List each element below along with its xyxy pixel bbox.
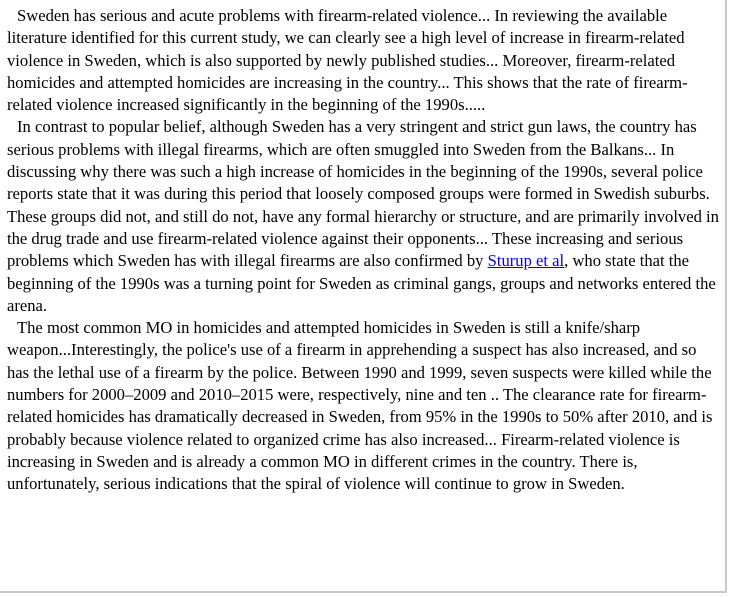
paragraph-1-text: Sweden has serious and acute problems with firearm-related violence... In reviewing the available literature identified for this current study, we can clearly see a high level of increase in firearm-related violence in Sweden, which is also supported by newly published studies... Moreover, firearm-related homicides and attempted homicides are increasing in the country... This shows that the rate of firearm-related violence increased significantly in the beginning of the 1990s..... (7, 6, 688, 115)
citation-link-sturup[interactable]: Sturup et al (487, 251, 565, 271)
paragraph-2-text-start: In contrast to popular belief, although Sweden has a very stringent and strict gun laws, the country has serious problems with illegal firearms, which are often smuggled into Sweden from the Balkans... In discussing why there was such a high increase of homicides in the beginning of the 1990s, several police reports state that it was during this period that loosely composed groups were formed in Swedish suburbs. These groups did not, and still do not, have any formal hierarchy or structure, and are primarily involved in the drug trade and use firearm-related violence against their opponents... These increasing and serious problems which Sweden has with illegal firearms are also confirmed by (7, 117, 719, 271)
paragraph-2 (7, 116, 722, 317)
paragraph-2-text-end: , who state that the beginning of the 1990s was a turning point for Sweden as criminal gangs, groups and networks entered the arena. (7, 251, 716, 315)
paragraph-1 (7, 5, 722, 116)
paragraph-3-text: The most common MO in homicides and attempted homicides in Sweden is still a knife/sharp weapon...Interestingly, the police's use of a firearm in apprehending a suspect has also increased, and so has the lethal use of a firearm by the police. Between 1990 and 1999, seven suspects were killed while the numbers for 2000–2009 and 2010–2015 were, respectively, nine and ten .. The clearance rate for firearm-related homicides has dramatically decreased in Sweden, from 95% in the 1990s to 50% after 2010, and is probably because violence related to organized crime has also increased... Firearm-related violence is increasing in Sweden and is already a common MO in different crimes in the country. There is, unfortunately, serious indications that the spiral of violence will continue to grow in Sweden. (7, 318, 713, 494)
document-body (7, 5, 722, 496)
paragraph-3 (7, 317, 722, 495)
